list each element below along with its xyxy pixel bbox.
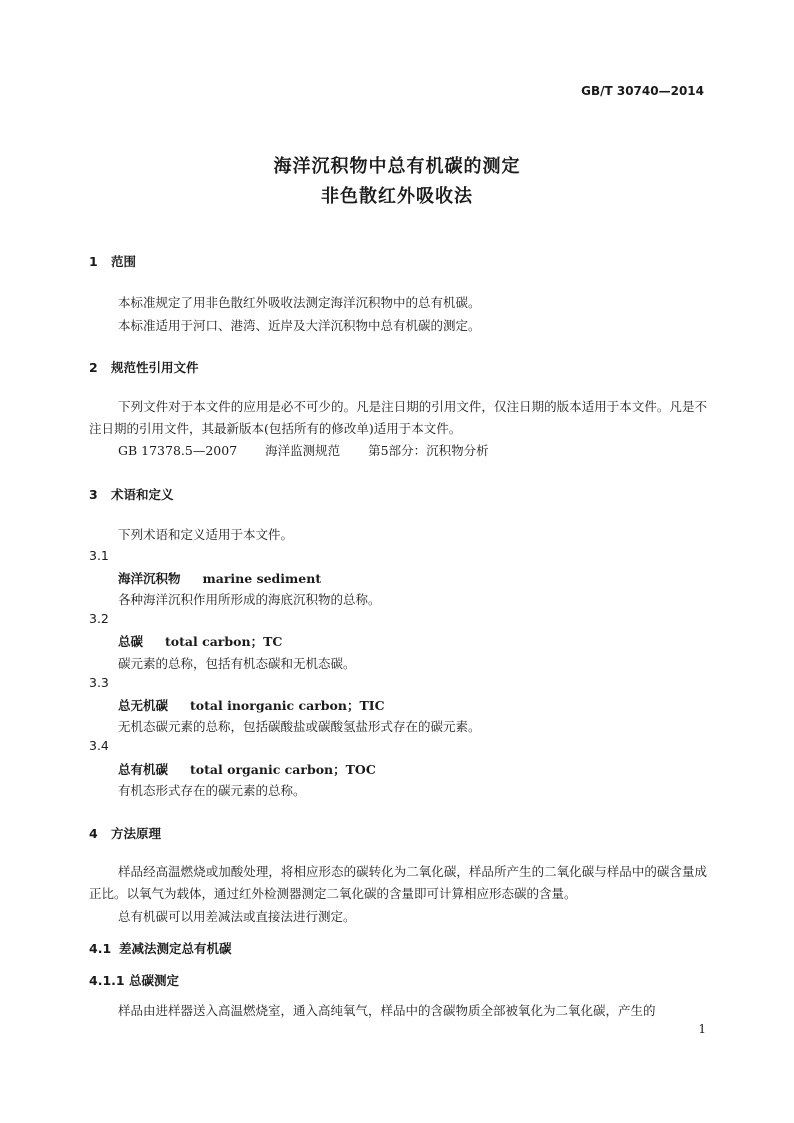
- reference-code: GB 17378.5—2007: [118, 443, 238, 458]
- term-definition: 无机态碳元素的总称，包括碳酸盐或碳酸氢盐形式存在的碳元素。: [118, 719, 481, 734]
- document-subtitle: 非色散红外吸收法: [321, 186, 473, 207]
- subsection-number: 4.1.1: [89, 973, 125, 988]
- paragraph: 总有机碳可以用差减法或直接法进行测定。: [118, 909, 356, 924]
- term-entry: [118, 632, 282, 650]
- subsection-4-1-1-heading: [89, 971, 179, 989]
- document-title: 海洋沉积物中总有机碳的测定: [273, 156, 521, 177]
- section-title: 方法原理: [111, 826, 162, 841]
- term-zh: 总碳: [118, 634, 144, 649]
- paragraph: 样品经高温燃烧或加酸处理，将相应形态的碳转化为二氧化碳，样品所产生的二氧化碳与样品中的碳含量成正比。以氧气为载体，通过红外检测器测定二氧化碳的含量即可计算相应形态碳的含量。: [89, 864, 707, 901]
- section-3-heading: [89, 485, 174, 503]
- page-number: 1: [698, 1022, 706, 1036]
- term-definition: 碳元素的总称，包括有机态碳和无机态碳。: [118, 656, 356, 671]
- reference-title: 海洋监测规范: [265, 443, 341, 458]
- term-en: total carbon；TC: [165, 634, 283, 649]
- section-title: 规范性引用文件: [111, 360, 199, 375]
- standard-code: GB/T 30740—2014: [581, 84, 704, 98]
- paragraph: 下列术语和定义适用于本文件。: [118, 527, 294, 542]
- section-4-heading: [89, 824, 161, 842]
- term-zh: 海洋沉积物: [118, 571, 181, 586]
- term-zh: 总有机碳: [118, 762, 169, 777]
- term-number: 3.2: [89, 611, 109, 626]
- term-definition: 各种海洋沉积作用所形成的海底沉积物的总称。: [118, 592, 381, 607]
- term-entry: [118, 760, 376, 778]
- term-number: 3.4: [89, 738, 109, 753]
- subsection-title: 总碳测定: [129, 973, 180, 988]
- subsection-4-1-heading: [89, 939, 232, 957]
- term-en: total organic carbon；TOC: [190, 762, 376, 777]
- term-entry: [118, 569, 321, 587]
- paragraph: 本标准适用于河口、港湾、近岸及大洋沉积物中总有机碳的测定。: [118, 318, 481, 333]
- term-en: marine sediment: [202, 571, 322, 586]
- term-number: 3.1: [89, 548, 109, 563]
- section-number: 1: [89, 254, 98, 269]
- section-2-heading: [89, 358, 199, 376]
- paragraph: 本标准规定了用非色散红外吸收法测定海洋沉积物中的总有机碳。: [118, 295, 481, 310]
- normative-reference: [118, 441, 489, 459]
- section-number: 2: [89, 360, 98, 375]
- term-zh: 总无机碳: [118, 698, 169, 713]
- term-en: total inorganic carbon；TIC: [190, 698, 385, 713]
- paragraph: 样品由进样器送入高温燃烧室，通入高纯氧气，样品中的含碳物质全部被氧化为二氧化碳，产生的: [118, 1003, 656, 1018]
- term-definition: 有机态形式存在的碳元素的总称。: [118, 783, 306, 798]
- section-number: 4: [89, 826, 98, 841]
- section-number: 3: [89, 487, 98, 502]
- subsection-number: 4.1: [89, 941, 112, 956]
- subsection-title: 差减法测定总有机碳: [119, 941, 232, 956]
- reference-part: 第5部分：沉积物分析: [368, 443, 489, 458]
- term-number: 3.3: [89, 675, 109, 690]
- paragraph: 下列文件对于本文件的应用是必不可少的。凡是注日期的引用文件，仅注日期的版本适用于本文件。凡是不注日期的引用文件，其最新版本(包括所有的修改单)适用于本文件。: [89, 399, 707, 436]
- section-title: 术语和定义: [111, 487, 174, 502]
- term-entry: [118, 696, 385, 714]
- section-1-heading: [89, 252, 136, 270]
- section-title: 范围: [111, 254, 137, 269]
